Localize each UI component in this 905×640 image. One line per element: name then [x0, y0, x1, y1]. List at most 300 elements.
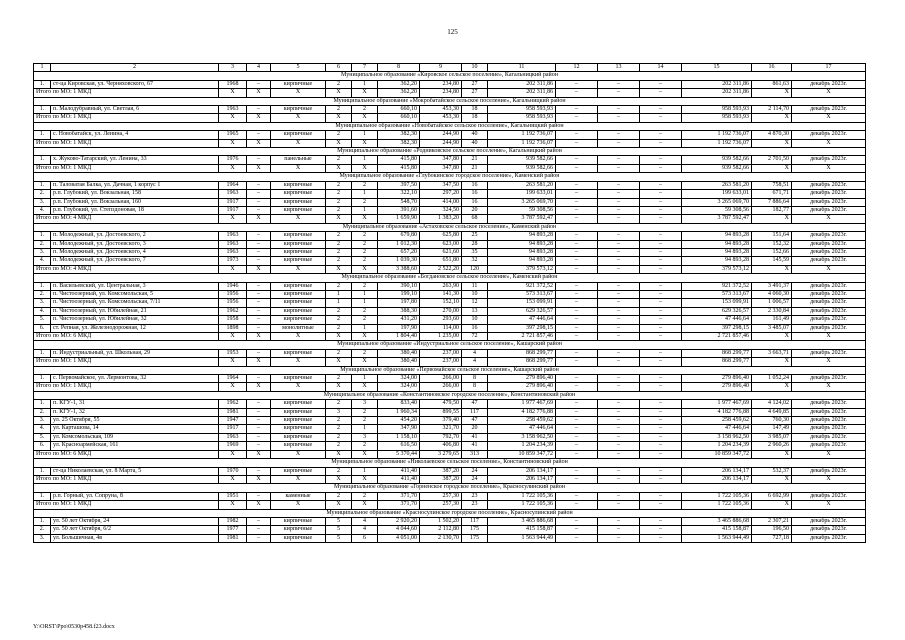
table-cell: –: [598, 299, 640, 307]
table-cell: 297,20: [420, 190, 462, 198]
table-cell: 362,20: [378, 89, 420, 97]
table-cell: 2 721 857,46: [682, 333, 752, 341]
table-cell: декабрь 2023г.: [792, 425, 866, 433]
table-cell: 8: [462, 375, 488, 383]
table-cell: 5: [326, 517, 352, 525]
table-cell: –: [247, 248, 271, 256]
section-heading-row: [34, 148, 866, 156]
table-cell: X: [271, 501, 326, 509]
column-number: 2: [51, 64, 219, 72]
table-cell: 4: [352, 517, 378, 525]
table-cell: –: [556, 375, 598, 383]
table-cell: 1976: [219, 156, 247, 164]
address-cell: ст. Репная, ул. Железнодорожная, 12: [51, 324, 219, 332]
table-cell: –: [247, 316, 271, 324]
table-cell: 16: [462, 181, 488, 189]
column-number: 8: [378, 64, 420, 72]
table-cell: 1917: [219, 206, 247, 214]
table-cell: –: [556, 316, 598, 324]
table-cell: X: [352, 450, 378, 458]
table-cell: 4 060,30: [752, 290, 792, 298]
table-cell: 27: [462, 80, 488, 88]
table-cell: 1963: [219, 240, 247, 248]
table-cell: 868 299,77: [682, 358, 752, 366]
table-cell: –: [598, 526, 640, 534]
table-cell: X: [271, 114, 326, 122]
subtotal-label: Итого по МО: 6 МКД: [34, 333, 219, 341]
table-cell: 382,30: [378, 139, 420, 147]
table-cell: 94 893,28: [488, 248, 556, 256]
table-cell: 629 326,57: [488, 307, 556, 315]
table-cell: 10 859 347,72: [488, 450, 556, 458]
address-cell: с. Первомайское, ул. Лермонтова, 32: [51, 375, 219, 383]
address-cell: п. Индустриальный, ул. Школьная, 29: [51, 349, 219, 357]
address-cell: п. Васильевский, ул. Центральная, 3: [51, 282, 219, 290]
table-cell: X: [326, 114, 352, 122]
municipality-heading: Муниципальное образование «Новобатайское сельское поселение», Кагальницкий район: [34, 122, 866, 130]
table-row: [34, 467, 866, 475]
table-cell: 23: [462, 501, 488, 509]
table-cell: X: [247, 450, 271, 458]
table-cell: X: [247, 114, 271, 122]
table-cell: 629 326,57: [682, 307, 752, 315]
table-cell: 1964: [219, 181, 247, 189]
table-cell: декабрь 2023г.: [792, 534, 866, 542]
table-cell: X: [219, 114, 247, 122]
table-cell: 727,18: [752, 534, 792, 542]
table-cell: 4 649,85: [752, 408, 792, 416]
table-cell: –: [247, 492, 271, 500]
table-cell: 347,90: [378, 425, 420, 433]
table-cell: 3 388,60: [378, 265, 420, 273]
table-cell: 1 722 105,36: [488, 492, 556, 500]
table-cell: 4.: [34, 307, 51, 315]
table-cell: кирпичные: [271, 307, 326, 315]
table-cell: –: [640, 265, 682, 273]
table-cell: –: [556, 164, 598, 172]
table-cell: X: [752, 215, 792, 223]
table-cell: 25: [462, 232, 488, 240]
table-cell: 4: [462, 358, 488, 366]
table-cell: X: [326, 450, 352, 458]
section-heading-row: [34, 391, 866, 399]
table-cell: X: [352, 114, 378, 122]
table-cell: 10: [462, 290, 488, 298]
table-cell: 414,00: [420, 198, 462, 206]
table-cell: –: [598, 248, 640, 256]
table-cell: 532,37: [752, 467, 792, 475]
table-cell: 3: [326, 408, 352, 416]
table-cell: 2: [326, 433, 352, 441]
table-row: [34, 106, 866, 114]
table-cell: кирпичные: [271, 425, 326, 433]
table-cell: 11: [462, 282, 488, 290]
table-cell: –: [247, 198, 271, 206]
address-cell: ул. Большичная, 4в: [51, 534, 219, 542]
table-cell: –: [640, 349, 682, 357]
table-cell: X: [271, 215, 326, 223]
table-cell: кирпичные: [271, 181, 326, 189]
table-cell: кирпичные: [271, 467, 326, 475]
table-row: [34, 181, 866, 189]
table-cell: 72: [462, 333, 488, 341]
table-cell: X: [247, 265, 271, 273]
table-cell: 16: [462, 198, 488, 206]
table-cell: X: [219, 164, 247, 172]
table-cell: 40: [462, 131, 488, 139]
table-cell: 94 893,28: [682, 248, 752, 256]
table-row: [34, 316, 866, 324]
table-cell: 479,50: [420, 400, 462, 408]
table-cell: 266,00: [420, 375, 462, 383]
table-cell: 21: [462, 164, 488, 172]
table-cell: –: [556, 89, 598, 97]
table-cell: X: [326, 501, 352, 509]
table-row: [34, 80, 866, 88]
table-cell: 5: [326, 526, 352, 534]
table-cell: 1 052,24: [752, 375, 792, 383]
table-cell: 2: [352, 492, 378, 500]
subtotal-label: Итого по МО: 4 МКД: [34, 215, 219, 223]
subtotal-row: [34, 333, 866, 341]
table-cell: 117: [462, 517, 488, 525]
table-cell: 197,80: [378, 299, 420, 307]
table-cell: 379 573,12: [488, 265, 556, 273]
table-cell: 197,90: [378, 324, 420, 332]
table-cell: 2: [352, 257, 378, 265]
table-cell: 2: [326, 156, 352, 164]
column-number: 6: [326, 64, 352, 72]
municipality-heading: Муниципальное образование «Мокробатайское сельское поселение», Кагальницкий район: [34, 97, 866, 105]
table-cell: 939 582,66: [488, 164, 556, 172]
table-cell: 1981: [219, 408, 247, 416]
table-cell: 1.: [34, 156, 51, 164]
table-cell: 202 311,86: [488, 80, 556, 88]
address-cell: п. КГУ-1, 31: [51, 400, 219, 408]
column-number: 15: [682, 64, 752, 72]
subtotal-row: [34, 89, 866, 97]
column-number: 4: [247, 64, 271, 72]
table-cell: 1: [352, 324, 378, 332]
table-cell: –: [598, 333, 640, 341]
table-cell: 2 112,80: [420, 526, 462, 534]
table-cell: 1965: [219, 131, 247, 139]
table-cell: 1: [352, 206, 378, 214]
table-cell: 1977: [219, 526, 247, 534]
table-cell: X: [352, 139, 378, 147]
address-cell: р.п. Горный, ул. Сопруна, 8: [51, 492, 219, 500]
address-cell: ст-ца Кировская, ул. Черняховского, 67: [51, 80, 219, 88]
table-cell: –: [556, 114, 598, 122]
table-cell: 391,60: [378, 206, 420, 214]
address-cell: п. Молодежный, ул. Достоевского, 2: [51, 232, 219, 240]
table-cell: –: [598, 417, 640, 425]
table-cell: –: [247, 232, 271, 240]
table-cell: 1963: [219, 232, 247, 240]
table-cell: 958 593,93: [682, 114, 752, 122]
table-cell: –: [640, 290, 682, 298]
table-cell: 199,10: [378, 290, 420, 298]
table-cell: –: [598, 349, 640, 357]
table-cell: 3.: [34, 417, 51, 425]
table-cell: –: [556, 240, 598, 248]
table-cell: 660,10: [378, 106, 420, 114]
table-cell: 1: [326, 299, 352, 307]
table-cell: 23: [462, 492, 488, 500]
table-cell: декабрь 2023г.: [792, 492, 866, 500]
table-cell: 120: [462, 265, 488, 273]
table-cell: декабрь 2023г.: [792, 257, 866, 265]
table-cell: 415,80: [378, 156, 420, 164]
table-cell: –: [556, 232, 598, 240]
table-cell: 145,59: [752, 257, 792, 265]
table-cell: кирпичные: [271, 240, 326, 248]
housing-repair-table: [33, 63, 866, 543]
table-cell: 152,32: [752, 240, 792, 248]
table-cell: 6 692,99: [752, 492, 792, 500]
table-cell: X: [752, 358, 792, 366]
table-cell: 347,50: [420, 181, 462, 189]
table-cell: 939 582,66: [682, 164, 752, 172]
table-cell: 5 370,44: [378, 450, 420, 458]
section-heading-row: [34, 97, 866, 105]
table-cell: 1973: [219, 257, 247, 265]
table-cell: –: [556, 307, 598, 315]
table-cell: 7 886,64: [752, 198, 792, 206]
section-heading-row: [34, 341, 866, 349]
table-row: [34, 375, 866, 383]
table-cell: 182,77: [752, 206, 792, 214]
table-cell: 2 960,26: [752, 442, 792, 450]
table-cell: 939 582,66: [682, 156, 752, 164]
table-cell: X: [326, 358, 352, 366]
table-cell: 380,40: [378, 349, 420, 357]
table-cell: 152,10: [420, 299, 462, 307]
table-cell: –: [598, 290, 640, 298]
subtotal-label: Итого по МО: 1 МКД: [34, 139, 219, 147]
column-number: 17: [792, 64, 866, 72]
table-cell: –: [598, 307, 640, 315]
table-row: [34, 257, 866, 265]
table-cell: 2: [326, 324, 352, 332]
table-cell: 2: [326, 181, 352, 189]
table-cell: 3 158 962,50: [488, 433, 556, 441]
table-cell: декабрь 2023г.: [792, 433, 866, 441]
table-cell: декабрь 2023г.: [792, 417, 866, 425]
table-cell: X: [271, 89, 326, 97]
table-cell: –: [556, 282, 598, 290]
table-cell: X: [219, 265, 247, 273]
table-cell: –: [556, 358, 598, 366]
table-cell: X: [792, 383, 866, 391]
table-cell: –: [556, 400, 598, 408]
table-cell: –: [556, 408, 598, 416]
table-cell: 651,80: [420, 257, 462, 265]
table-cell: X: [247, 383, 271, 391]
table-cell: кирпичные: [271, 433, 326, 441]
table-cell: 3 265 069,70: [488, 198, 556, 206]
table-cell: X: [219, 450, 247, 458]
table-cell: 94 893,28: [682, 232, 752, 240]
column-number: 11: [488, 64, 556, 72]
table-cell: 1 563 944,49: [488, 534, 556, 542]
table-cell: X: [219, 215, 247, 223]
table-cell: –: [598, 467, 640, 475]
table-cell: –: [247, 80, 271, 88]
column-number: 5: [271, 64, 326, 72]
subtotal-row: [34, 139, 866, 147]
table-cell: –: [556, 417, 598, 425]
table-cell: декабрь 2023г.: [792, 517, 866, 525]
table-cell: кирпичные: [271, 232, 326, 240]
table-cell: 3: [352, 433, 378, 441]
table-cell: 454,20: [378, 417, 420, 425]
table-cell: –: [556, 534, 598, 542]
table-cell: 94 893,28: [682, 257, 752, 265]
table-cell: –: [556, 156, 598, 164]
table-cell: 573 313,67: [488, 290, 556, 298]
table-cell: 4: [462, 349, 488, 357]
table-cell: –: [598, 190, 640, 198]
section-heading-row: [34, 173, 866, 181]
table-cell: –: [640, 450, 682, 458]
address-cell: ул. Красноармейская, 161: [51, 442, 219, 450]
address-cell: ул. 50 лет Октября, 24: [51, 517, 219, 525]
table-cell: декабрь 2023г.: [792, 198, 866, 206]
column-number: 14: [640, 64, 682, 72]
table-cell: –: [247, 417, 271, 425]
table-cell: –: [598, 198, 640, 206]
table-cell: –: [247, 349, 271, 357]
table-cell: 548,70: [378, 198, 420, 206]
table-cell: 40: [462, 139, 488, 147]
table-cell: 1: [352, 467, 378, 475]
table-cell: –: [556, 442, 598, 450]
table-cell: –: [598, 324, 640, 332]
table-cell: 1951: [219, 492, 247, 500]
table-cell: декабрь 2023г.: [792, 206, 866, 214]
table-cell: кирпичные: [271, 190, 326, 198]
table-cell: декабрь 2023г.: [792, 80, 866, 88]
table-cell: 3 485,07: [752, 324, 792, 332]
table-cell: 28: [462, 240, 488, 248]
column-number-row: [34, 64, 866, 72]
table-cell: 382,30: [378, 131, 420, 139]
table-cell: X: [352, 475, 378, 483]
table-cell: 1 158,10: [378, 433, 420, 441]
table-cell: 431,20: [378, 316, 420, 324]
table-cell: –: [598, 534, 640, 542]
table-cell: 2: [352, 240, 378, 248]
table-cell: 2: [326, 282, 352, 290]
table-cell: 3 158 962,50: [682, 433, 752, 441]
table-cell: 10: [462, 316, 488, 324]
table-cell: 2: [352, 417, 378, 425]
table-cell: –: [247, 324, 271, 332]
table-cell: 2: [352, 316, 378, 324]
table-cell: 279 896,40: [682, 383, 752, 391]
table-row: [34, 198, 866, 206]
table-cell: 196,50: [752, 526, 792, 534]
table-cell: X: [352, 333, 378, 341]
municipality-heading: Муниципальное образование «Родниковское сельское поселение», Кагальницкий район: [34, 148, 866, 156]
table-cell: 3 787 592,47: [488, 215, 556, 223]
address-cell: п. Чистоозерный, ул. Комсомольская, 5: [51, 290, 219, 298]
table-cell: –: [640, 80, 682, 88]
table-cell: 3: [352, 400, 378, 408]
table-cell: –: [640, 240, 682, 248]
table-cell: –: [247, 517, 271, 525]
table-cell: 415,80: [378, 164, 420, 172]
subtotal-row: [34, 114, 866, 122]
table-cell: декабрь 2023г.: [792, 248, 866, 256]
table-cell: 868 299,77: [682, 349, 752, 357]
table-cell: 379 573,12: [682, 265, 752, 273]
table-cell: 5.: [34, 433, 51, 441]
table-cell: кирпичные: [271, 375, 326, 383]
subtotal-label: Итого по МО: 1 МКД: [34, 89, 219, 97]
table-cell: X: [247, 164, 271, 172]
address-cell: ул. 25 Октября, 55: [51, 417, 219, 425]
table-cell: –: [598, 265, 640, 273]
table-cell: 257,30: [420, 492, 462, 500]
table-cell: 2: [326, 206, 352, 214]
table-cell: –: [640, 442, 682, 450]
table-cell: 939 582,66: [488, 156, 556, 164]
table-cell: 1982: [219, 517, 247, 525]
table-cell: –: [640, 433, 682, 441]
table-cell: 279 896,40: [488, 375, 556, 383]
table-cell: –: [598, 80, 640, 88]
table-cell: –: [247, 425, 271, 433]
table-cell: –: [598, 408, 640, 416]
table-cell: –: [598, 240, 640, 248]
table-cell: 270,00: [420, 307, 462, 315]
table-cell: 380,40: [378, 358, 420, 366]
table-cell: 59 308,56: [682, 206, 752, 214]
table-cell: –: [640, 282, 682, 290]
table-cell: 2.: [34, 290, 51, 298]
municipality-heading: Муниципальное образование «Глубокинское городское поселение», Каменский район: [34, 173, 866, 181]
address-cell: ул. Комсомольская, 109: [51, 433, 219, 441]
table-cell: 279 896,40: [488, 383, 556, 391]
table-cell: –: [247, 526, 271, 534]
table-cell: кирпичные: [271, 282, 326, 290]
table-cell: 202 311,86: [682, 80, 752, 88]
table-cell: 1 204 234,39: [682, 442, 752, 450]
table-cell: декабрь 2023г.: [792, 282, 866, 290]
table-cell: 4 044,60: [378, 526, 420, 534]
table-cell: 921 372,52: [682, 282, 752, 290]
table-cell: кирпичные: [271, 349, 326, 357]
table-cell: –: [598, 442, 640, 450]
table-cell: 3.: [34, 198, 51, 206]
table-cell: –: [640, 181, 682, 189]
table-row: [34, 290, 866, 298]
table-cell: X: [271, 164, 326, 172]
table-cell: –: [598, 450, 640, 458]
table-cell: 387,20: [420, 467, 462, 475]
table-cell: X: [247, 89, 271, 97]
table-cell: 41: [462, 442, 488, 450]
table-cell: –: [247, 400, 271, 408]
table-cell: X: [792, 265, 866, 273]
table-cell: 1953: [219, 349, 247, 357]
table-cell: X: [247, 333, 271, 341]
column-number: 1: [34, 64, 51, 72]
table-cell: каменные: [271, 492, 326, 500]
table-cell: 1962: [219, 307, 247, 315]
